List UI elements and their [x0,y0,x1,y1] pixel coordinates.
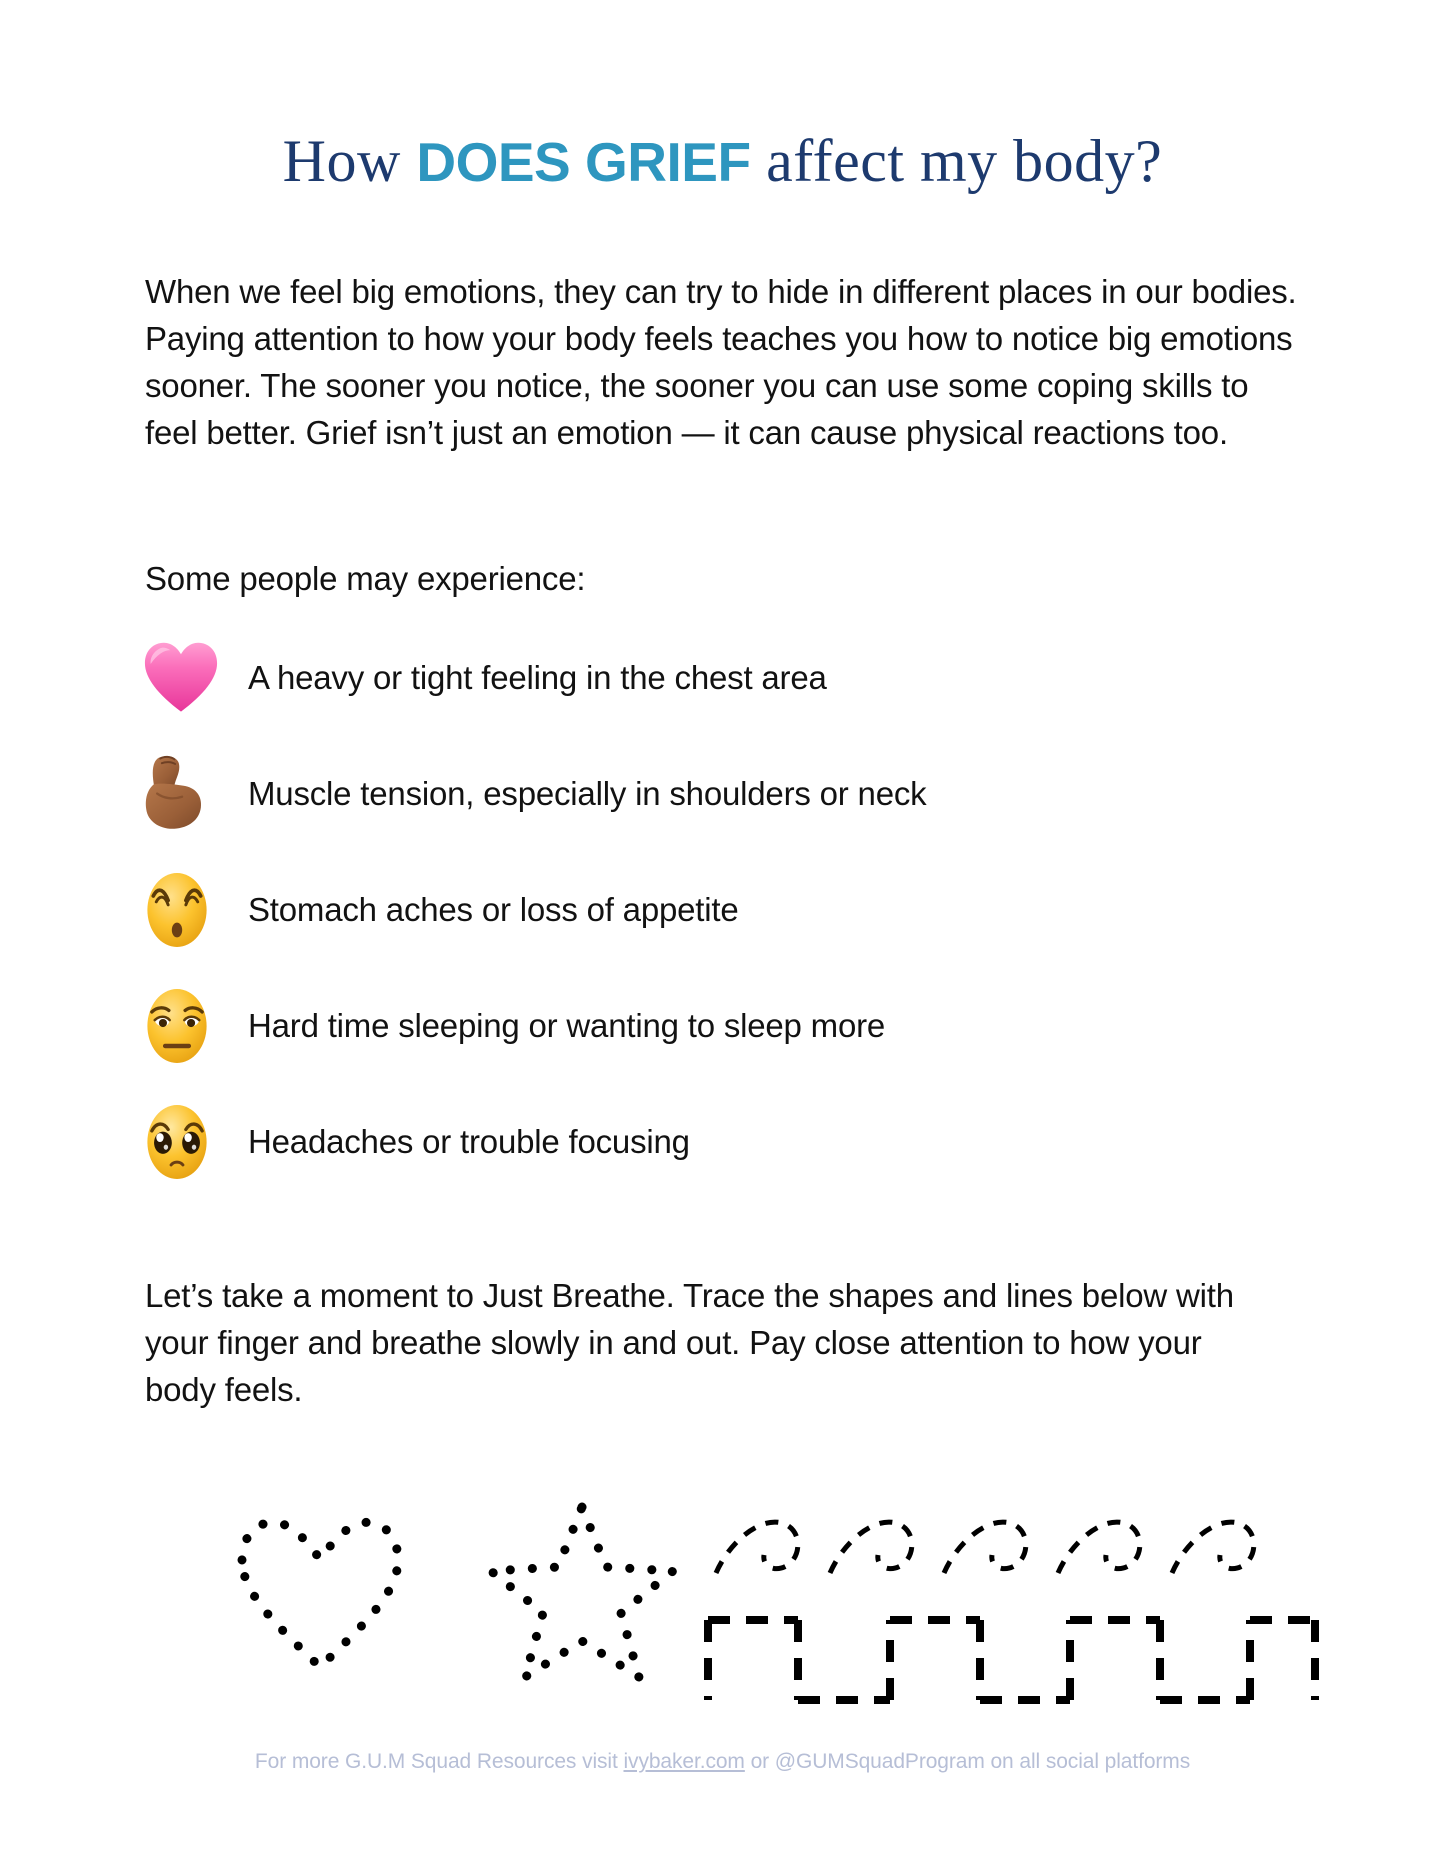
list-item-label: Hard time sleeping or wanting to sleep more [248,1007,886,1044]
page-title [0,128,1445,195]
list-item [140,852,1300,968]
title-part-one: How [282,128,417,194]
list-item [140,736,1300,852]
dashed-wave-line [716,1522,1254,1573]
dotted-star-shape [491,1507,673,1677]
sleepy-tired-face-emoji [140,985,248,1067]
list-item-label: Headaches or trouble focusing [248,1123,690,1160]
pleading-face-emoji [140,1101,248,1183]
title-highlight: DOES GRIEF [416,131,751,193]
list-item [140,1084,1300,1200]
dashed-square-wave-line [708,1620,1315,1700]
dotted-heart-shape [242,1522,398,1667]
list-item [140,620,1300,736]
symptoms-lead-in: Some people may experience: [145,560,586,597]
title-part-two: affect my body? [750,128,1163,194]
list-item-label: Muscle tension, especially in shoulders or neck [248,775,927,812]
footer-text-after: or @GUMSquadProgram on all social platforms [744,1750,1191,1773]
face-exhaling-emoji [140,869,248,951]
list-item-label: Stomach aches or loss of appetite [248,891,739,928]
footer-text-before: For more G.U.M Squad Resources visit [254,1750,624,1773]
list-item-label: A heavy or tight feeling in the chest area [248,659,827,696]
intro-paragraph: When we feel big emotions, they can try to hide in different places in our bodies. Paying attention to how your body feels teaches you how to notice big emotions sooner. The sooner you notice, the sooner you can use some coping skills to feel better. Grief isn’t just an emotion — it can cause physical reactions too. [145,273,1297,451]
footer-website-link[interactable]: ivybaker.com [623,1750,745,1773]
list-item [140,968,1300,1084]
breathe-paragraph: Let’s take a moment to Just Breathe. Trace the shapes and lines below with your finger and breathe slowly in and out. Pay close attention to how your body feels. [145,1277,1234,1408]
tracing-shapes-area [130,1455,1330,1715]
flexed-biceps-emoji [140,753,248,835]
footer-credit [0,1748,1445,1776]
pink-heart-emoji [140,637,248,719]
symptom-list [140,620,1300,1200]
